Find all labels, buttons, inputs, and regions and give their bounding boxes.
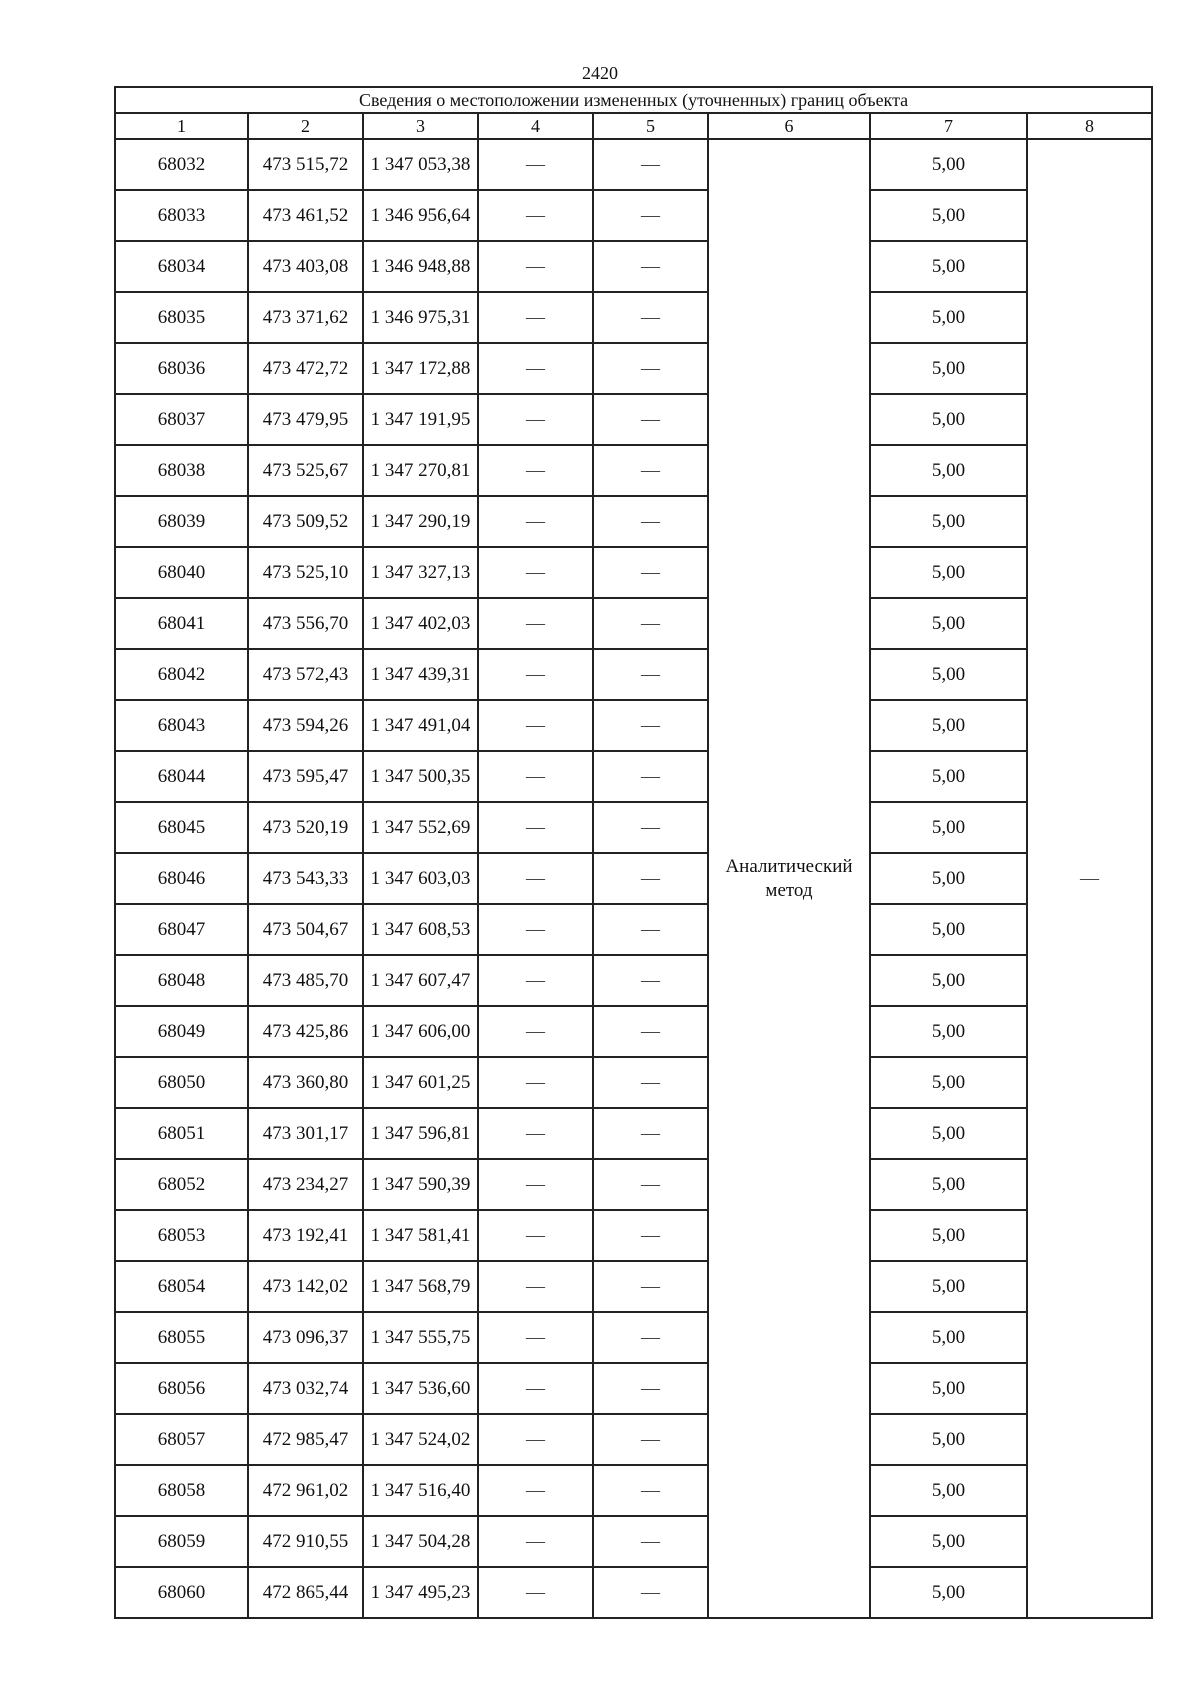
table-row (115, 1159, 1152, 1210)
y-coordinate-cell: 1 347 402,03 (363, 598, 478, 649)
y-coordinate-cell: 1 347 172,88 (363, 343, 478, 394)
page-number: 2420 (582, 63, 618, 83)
column-5-cell: — (593, 1057, 708, 1108)
column-5-cell: — (593, 802, 708, 853)
point-number-cell: 68052 (115, 1159, 248, 1210)
y-coordinate-cell: 1 347 581,41 (363, 1210, 478, 1261)
y-coordinate-cell: 1 347 606,00 (363, 1006, 478, 1057)
column-5-cell: — (593, 139, 708, 190)
x-coordinate-cell: 473 461,52 (248, 190, 363, 241)
y-coordinate-cell: 1 347 500,35 (363, 751, 478, 802)
y-coordinate-cell: 1 347 504,28 (363, 1516, 478, 1567)
point-number-cell: 68049 (115, 1006, 248, 1057)
x-coordinate-cell: 473 595,47 (248, 751, 363, 802)
column-5-cell: — (593, 496, 708, 547)
y-coordinate-cell: 1 347 603,03 (363, 853, 478, 904)
table-row (115, 445, 1152, 496)
accuracy-cell: 5,00 (870, 751, 1027, 802)
column-4-cell: — (478, 1210, 593, 1261)
table-title-row (115, 87, 1152, 113)
x-coordinate-cell: 473 096,37 (248, 1312, 363, 1363)
x-coordinate-cell: 473 525,67 (248, 445, 363, 496)
x-coordinate-cell: 472 910,55 (248, 1516, 363, 1567)
table-row (115, 1363, 1152, 1414)
point-number-cell: 68040 (115, 547, 248, 598)
accuracy-cell: 5,00 (870, 1567, 1027, 1618)
table-row (115, 853, 1152, 904)
column-5-cell: — (593, 1516, 708, 1567)
x-coordinate-cell: 473 509,52 (248, 496, 363, 547)
column-5-cell: — (593, 904, 708, 955)
y-coordinate-cell: 1 347 524,02 (363, 1414, 478, 1465)
column-4-cell: — (478, 700, 593, 751)
column-number: 5 (593, 113, 708, 139)
accuracy-cell: 5,00 (870, 700, 1027, 751)
accuracy-cell: 5,00 (870, 853, 1027, 904)
accuracy-cell: 5,00 (870, 1006, 1027, 1057)
column-5-cell: — (593, 190, 708, 241)
column-4-cell: — (478, 1261, 593, 1312)
column-4-cell: — (478, 496, 593, 547)
column-number: 2 (248, 113, 363, 139)
accuracy-cell: 5,00 (870, 343, 1027, 394)
point-number-cell: 68047 (115, 904, 248, 955)
table-body (115, 139, 1152, 1618)
table-row (115, 241, 1152, 292)
point-number-cell: 68032 (115, 139, 248, 190)
column-4-cell: — (478, 1108, 593, 1159)
column-5-cell: — (593, 445, 708, 496)
point-number-cell: 68045 (115, 802, 248, 853)
x-coordinate-cell: 472 985,47 (248, 1414, 363, 1465)
column-4-cell: — (478, 547, 593, 598)
column-4-cell: — (478, 190, 593, 241)
point-number-cell: 68039 (115, 496, 248, 547)
column-5-cell: — (593, 292, 708, 343)
table-row (115, 1465, 1152, 1516)
point-number-cell: 68048 (115, 955, 248, 1006)
table-row (115, 802, 1152, 853)
y-coordinate-cell: 1 347 596,81 (363, 1108, 478, 1159)
column-4-cell: — (478, 649, 593, 700)
x-coordinate-cell: 473 525,10 (248, 547, 363, 598)
point-number-cell: 68044 (115, 751, 248, 802)
table-row (115, 1057, 1152, 1108)
column-5-cell: — (593, 1567, 708, 1618)
table-row (115, 292, 1152, 343)
x-coordinate-cell: 473 142,02 (248, 1261, 363, 1312)
y-coordinate-cell: 1 347 590,39 (363, 1159, 478, 1210)
column-5-cell: — (593, 598, 708, 649)
accuracy-cell: 5,00 (870, 1261, 1027, 1312)
column-5-cell: — (593, 700, 708, 751)
y-coordinate-cell: 1 347 270,81 (363, 445, 478, 496)
column-number: 7 (870, 113, 1027, 139)
point-number-cell: 68038 (115, 445, 248, 496)
column-8-cell: — (1027, 139, 1152, 1618)
point-number-cell: 68042 (115, 649, 248, 700)
y-coordinate-cell: 1 347 290,19 (363, 496, 478, 547)
boundary-coordinates-table (114, 86, 1153, 1619)
y-coordinate-cell: 1 346 956,64 (363, 190, 478, 241)
column-5-cell: — (593, 1312, 708, 1363)
column-number: 8 (1027, 113, 1152, 139)
point-number-cell: 68056 (115, 1363, 248, 1414)
accuracy-cell: 5,00 (870, 190, 1027, 241)
y-coordinate-cell: 1 347 327,13 (363, 547, 478, 598)
y-coordinate-cell: 1 347 439,31 (363, 649, 478, 700)
table-row (115, 547, 1152, 598)
y-coordinate-cell: 1 346 975,31 (363, 292, 478, 343)
table-row (115, 394, 1152, 445)
table-row (115, 139, 1152, 190)
column-4-cell: — (478, 343, 593, 394)
column-5-cell: — (593, 1261, 708, 1312)
accuracy-cell: 5,00 (870, 955, 1027, 1006)
x-coordinate-cell: 473 515,72 (248, 139, 363, 190)
column-4-cell: — (478, 394, 593, 445)
point-number-cell: 68058 (115, 1465, 248, 1516)
table-row (115, 190, 1152, 241)
accuracy-cell: 5,00 (870, 547, 1027, 598)
table-row (115, 649, 1152, 700)
point-number-cell: 68057 (115, 1414, 248, 1465)
point-number-cell: 68034 (115, 241, 248, 292)
accuracy-cell: 5,00 (870, 496, 1027, 547)
x-coordinate-cell: 473 572,43 (248, 649, 363, 700)
point-number-cell: 68051 (115, 1108, 248, 1159)
x-coordinate-cell: 473 472,72 (248, 343, 363, 394)
x-coordinate-cell: 472 961,02 (248, 1465, 363, 1516)
column-4-cell: — (478, 1567, 593, 1618)
accuracy-cell: 5,00 (870, 1159, 1027, 1210)
x-coordinate-cell: 473 403,08 (248, 241, 363, 292)
x-coordinate-cell: 473 594,26 (248, 700, 363, 751)
accuracy-cell: 5,00 (870, 394, 1027, 445)
column-5-cell: — (593, 955, 708, 1006)
column-4-cell: — (478, 1465, 593, 1516)
table-row (115, 1312, 1152, 1363)
table-row (115, 1210, 1152, 1261)
method-cell: Аналитический метод (708, 139, 870, 1618)
table-row (115, 751, 1152, 802)
y-coordinate-cell: 1 347 191,95 (363, 394, 478, 445)
point-number-cell: 68036 (115, 343, 248, 394)
y-coordinate-cell: 1 347 495,23 (363, 1567, 478, 1618)
table-title: Сведения о местоположении измененных (уточненных) границ объекта (115, 87, 1152, 113)
y-coordinate-cell: 1 347 491,04 (363, 700, 478, 751)
table-row (115, 904, 1152, 955)
accuracy-cell: 5,00 (870, 139, 1027, 190)
column-4-cell: — (478, 802, 593, 853)
y-coordinate-cell: 1 347 607,47 (363, 955, 478, 1006)
column-5-cell: — (593, 343, 708, 394)
column-number: 1 (115, 113, 248, 139)
accuracy-cell: 5,00 (870, 1414, 1027, 1465)
column-5-cell: — (593, 394, 708, 445)
x-coordinate-cell: 473 485,70 (248, 955, 363, 1006)
column-5-cell: — (593, 751, 708, 802)
column-4-cell: — (478, 292, 593, 343)
point-number-cell: 68041 (115, 598, 248, 649)
column-4-cell: — (478, 445, 593, 496)
table-row (115, 1261, 1152, 1312)
point-number-cell: 68050 (115, 1057, 248, 1108)
x-coordinate-cell: 473 520,19 (248, 802, 363, 853)
x-coordinate-cell: 473 371,62 (248, 292, 363, 343)
column-5-cell: — (593, 547, 708, 598)
accuracy-cell: 5,00 (870, 1210, 1027, 1261)
x-coordinate-cell: 473 556,70 (248, 598, 363, 649)
column-4-cell: — (478, 241, 593, 292)
accuracy-cell: 5,00 (870, 1363, 1027, 1414)
point-number-cell: 68037 (115, 394, 248, 445)
point-number-cell: 68046 (115, 853, 248, 904)
y-coordinate-cell: 1 347 601,25 (363, 1057, 478, 1108)
column-4-cell: — (478, 1159, 593, 1210)
accuracy-cell: 5,00 (870, 598, 1027, 649)
column-4-cell: — (478, 1516, 593, 1567)
point-number-cell: 68054 (115, 1261, 248, 1312)
table-row (115, 955, 1152, 1006)
y-coordinate-cell: 1 347 608,53 (363, 904, 478, 955)
y-coordinate-cell: 1 347 568,79 (363, 1261, 478, 1312)
column-4-cell: — (478, 751, 593, 802)
x-coordinate-cell: 473 504,67 (248, 904, 363, 955)
accuracy-cell: 5,00 (870, 1516, 1027, 1567)
column-5-cell: — (593, 1363, 708, 1414)
x-coordinate-cell: 473 360,80 (248, 1057, 363, 1108)
point-number-cell: 68055 (115, 1312, 248, 1363)
column-5-cell: — (593, 649, 708, 700)
table-row (115, 1414, 1152, 1465)
column-4-cell: — (478, 853, 593, 904)
column-5-cell: — (593, 1159, 708, 1210)
x-coordinate-cell: 472 865,44 (248, 1567, 363, 1618)
y-coordinate-cell: 1 347 555,75 (363, 1312, 478, 1363)
table-row (115, 1108, 1152, 1159)
x-coordinate-cell: 473 192,41 (248, 1210, 363, 1261)
column-5-cell: — (593, 1108, 708, 1159)
point-number-cell: 68059 (115, 1516, 248, 1567)
x-coordinate-cell: 473 479,95 (248, 394, 363, 445)
x-coordinate-cell: 473 301,17 (248, 1108, 363, 1159)
column-5-cell: — (593, 1465, 708, 1516)
column-4-cell: — (478, 904, 593, 955)
point-number-cell: 68043 (115, 700, 248, 751)
column-4-cell: — (478, 1312, 593, 1363)
column-5-cell: — (593, 1006, 708, 1057)
column-number: 6 (708, 113, 870, 139)
table-row (115, 1006, 1152, 1057)
table-row (115, 1516, 1152, 1567)
point-number-cell: 68053 (115, 1210, 248, 1261)
column-5-cell: — (593, 1414, 708, 1465)
accuracy-cell: 5,00 (870, 649, 1027, 700)
column-number: 3 (363, 113, 478, 139)
y-coordinate-cell: 1 347 516,40 (363, 1465, 478, 1516)
table-row (115, 1567, 1152, 1618)
x-coordinate-cell: 473 425,86 (248, 1006, 363, 1057)
accuracy-cell: 5,00 (870, 904, 1027, 955)
accuracy-cell: 5,00 (870, 292, 1027, 343)
column-5-cell: — (593, 241, 708, 292)
table-row (115, 598, 1152, 649)
column-number: 4 (478, 113, 593, 139)
column-5-cell: — (593, 853, 708, 904)
y-coordinate-cell: 1 347 552,69 (363, 802, 478, 853)
column-4-cell: — (478, 955, 593, 1006)
column-number-row (115, 113, 1152, 139)
point-number-cell: 68060 (115, 1567, 248, 1618)
column-4-cell: — (478, 139, 593, 190)
table-row (115, 496, 1152, 547)
column-4-cell: — (478, 1363, 593, 1414)
y-coordinate-cell: 1 347 536,60 (363, 1363, 478, 1414)
y-coordinate-cell: 1 346 948,88 (363, 241, 478, 292)
accuracy-cell: 5,00 (870, 241, 1027, 292)
y-coordinate-cell: 1 347 053,38 (363, 139, 478, 190)
column-5-cell: — (593, 1210, 708, 1261)
x-coordinate-cell: 473 543,33 (248, 853, 363, 904)
accuracy-cell: 5,00 (870, 1108, 1027, 1159)
accuracy-cell: 5,00 (870, 1312, 1027, 1363)
table-row (115, 343, 1152, 394)
accuracy-cell: 5,00 (870, 802, 1027, 853)
column-4-cell: — (478, 1057, 593, 1108)
accuracy-cell: 5,00 (870, 445, 1027, 496)
table-row (115, 700, 1152, 751)
column-4-cell: — (478, 1414, 593, 1465)
point-number-cell: 68035 (115, 292, 248, 343)
x-coordinate-cell: 473 032,74 (248, 1363, 363, 1414)
accuracy-cell: 5,00 (870, 1465, 1027, 1516)
x-coordinate-cell: 473 234,27 (248, 1159, 363, 1210)
column-4-cell: — (478, 1006, 593, 1057)
point-number-cell: 68033 (115, 190, 248, 241)
accuracy-cell: 5,00 (870, 1057, 1027, 1108)
column-4-cell: — (478, 598, 593, 649)
